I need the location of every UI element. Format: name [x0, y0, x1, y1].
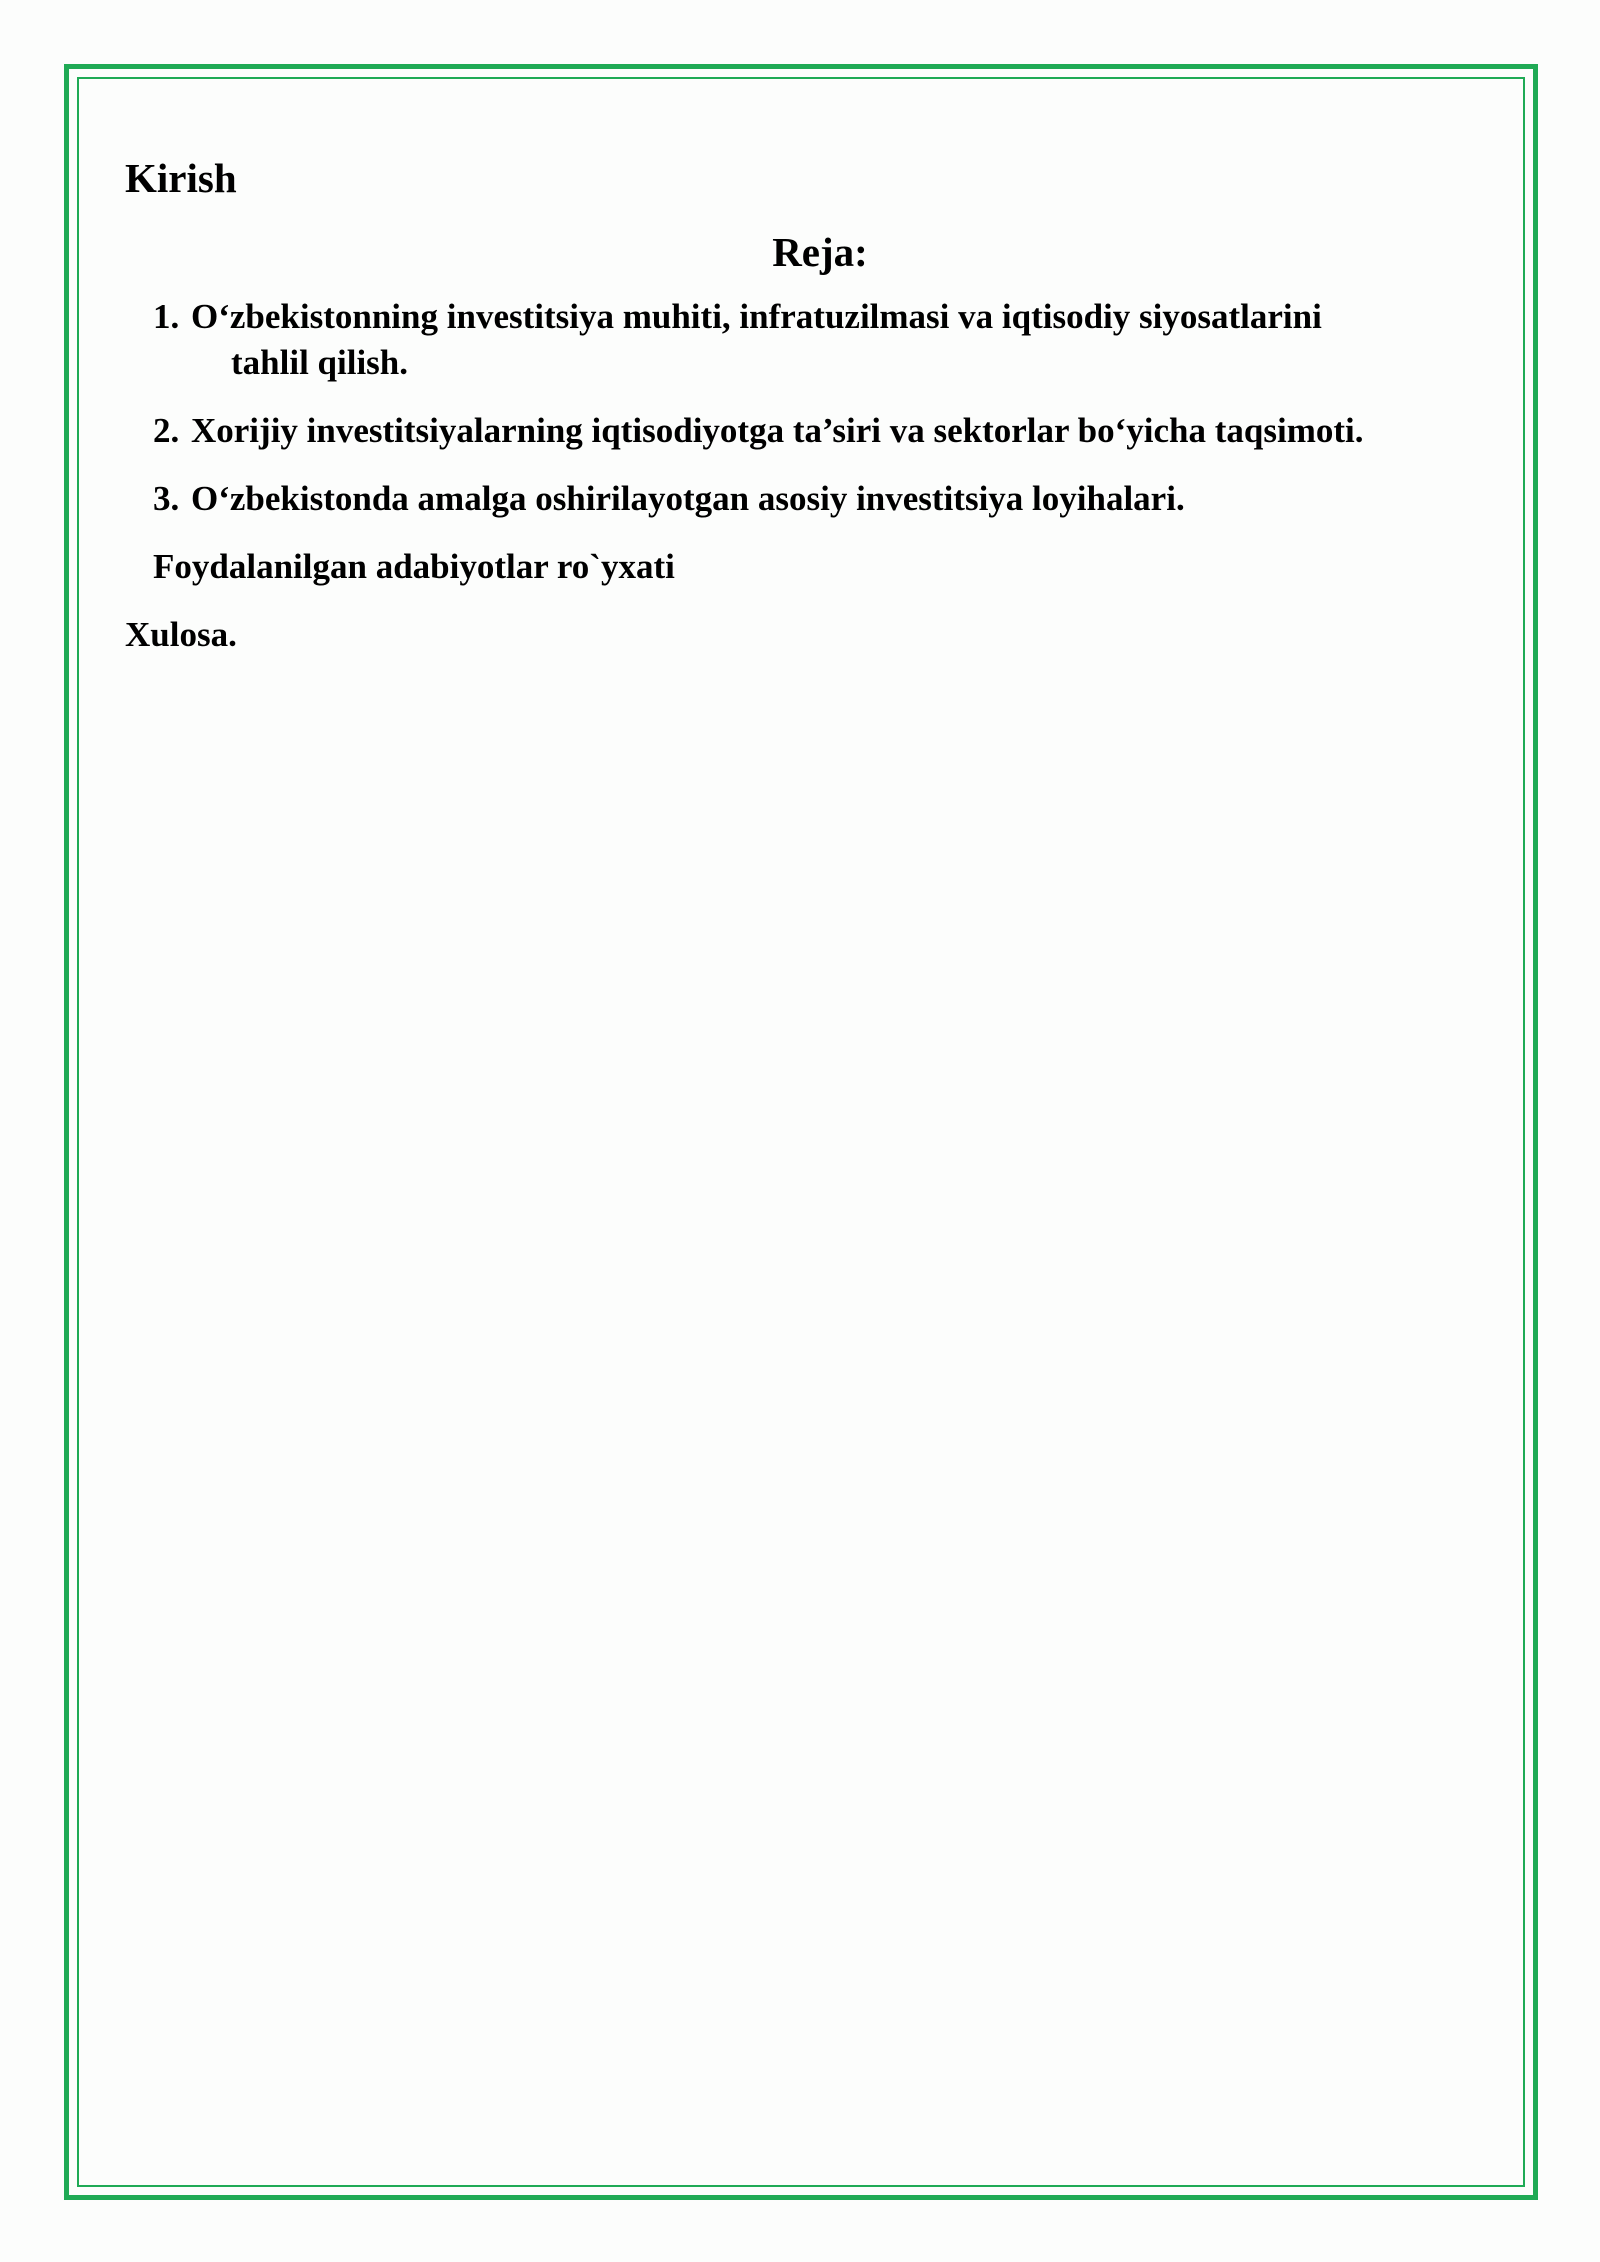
- plan-item-2: [153, 408, 1465, 454]
- intro-heading: Kirish: [125, 155, 237, 201]
- plan-item-number: 1.: [153, 297, 180, 336]
- plan-item-text: O‘zbekistonda amalga oshirilayotgan asosiy investitsiya loyihalari.: [191, 479, 1185, 518]
- plan-list: [125, 294, 1465, 522]
- plan-item-text: [191, 294, 1465, 386]
- conclusion-heading: Xulosa.: [125, 615, 237, 654]
- references-heading: Foydalanilgan adabiyotlar ro`yxati: [153, 547, 675, 586]
- document-content: [125, 148, 1465, 658]
- plan-item-line-continued: tahlil qilish.: [231, 343, 409, 382]
- plan-item-line: O‘zbekistonning investitsiya muhiti, infratuzilmasi va iqtisodiy siyosatlarini: [191, 297, 1322, 336]
- plan-item-1: [153, 294, 1465, 386]
- plan-item-3: [153, 476, 1465, 522]
- plan-item-text: Xorijiy investitsiyalarning iqtisodiyotga ta’siri va sektorlar bo‘yicha taqsimoti.: [191, 411, 1364, 450]
- plan-item-number: 3.: [153, 479, 180, 518]
- plan-title: Reja:: [772, 229, 868, 275]
- plan-item-number: 2.: [153, 411, 180, 450]
